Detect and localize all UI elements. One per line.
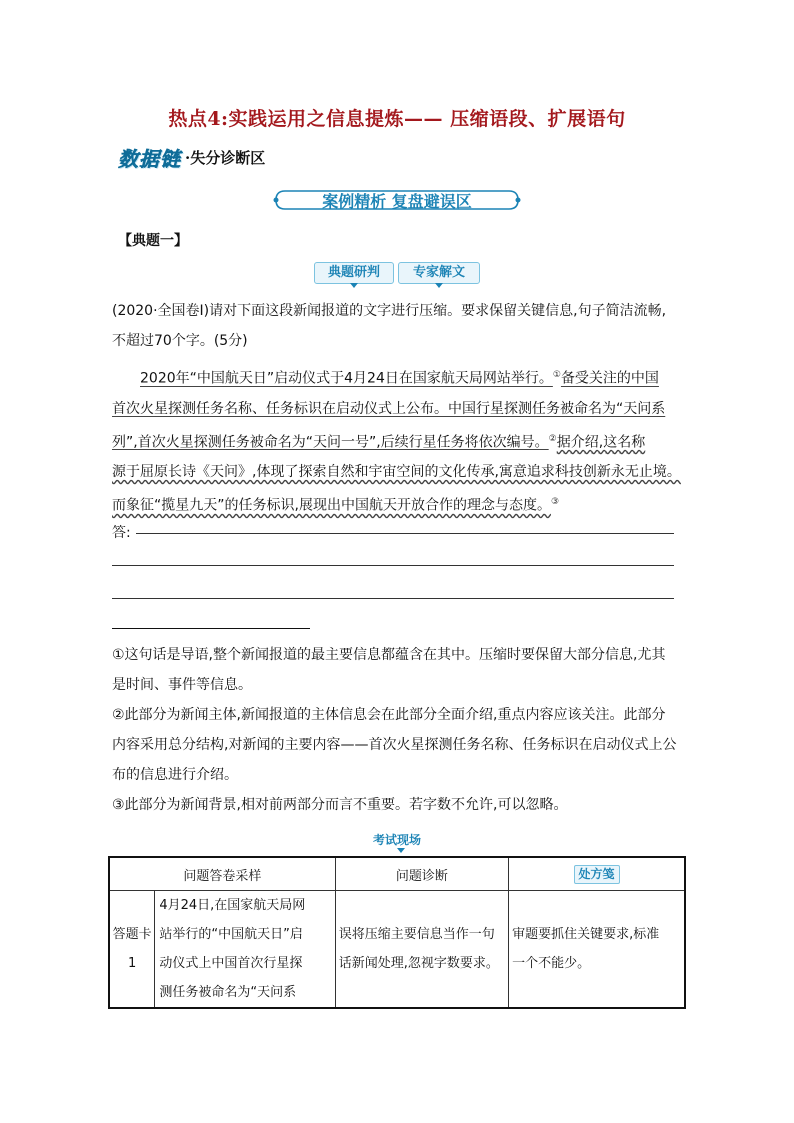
prompt-line: (2020·全国卷Ⅰ)请对下面这段新闻报道的文字进行压缩。要求保留关键信息,句子简洁流畅,	[112, 303, 667, 319]
row-label-number: 1	[128, 956, 137, 971]
header-prescription	[509, 857, 685, 891]
section-brand	[118, 142, 265, 172]
brand-logo: 数据链	[118, 146, 181, 171]
news-passage	[112, 360, 684, 521]
note-line: ③此部分为新闻背景,相对前两部分而言不重要。若字数不允许,可以忽略。	[112, 797, 568, 813]
tag-typical-analysis	[314, 262, 394, 284]
brand-subtitle: ·失分诊断区	[185, 148, 266, 167]
diagnosis-line: 误将压缩主要信息当作一句	[338, 927, 495, 942]
sample-line: 测任务被命名为“天问系	[159, 985, 297, 1000]
answer-line[interactable]	[112, 598, 674, 599]
answer-line[interactable]	[112, 565, 674, 566]
question-prompt	[112, 296, 684, 356]
row-label	[109, 891, 155, 1009]
lead-sentence: 2020年“中国航天日”启动仪式于4月24日在国家航天局网站举行。	[140, 370, 553, 387]
note-line: 是时间、事件等信息。	[112, 677, 252, 693]
example-label: 【典题一】	[118, 233, 188, 249]
answer-label: 答:	[112, 525, 131, 541]
tag-label: 专家解文	[412, 265, 465, 280]
exam-scene-label: 考试现场	[372, 833, 421, 847]
chevron-down-icon	[350, 283, 358, 288]
prescription-line: 审题要抓住关键要求,标准	[512, 927, 660, 942]
body-text: 备受关注的中国	[560, 370, 659, 387]
sample-cell	[155, 891, 335, 1009]
diagnosis-cell	[335, 891, 508, 1009]
passage-line-1	[112, 360, 684, 394]
note-line: 布的信息进行介绍。	[112, 767, 238, 783]
sample-line: 动仪式上中国首次行星探	[159, 956, 303, 971]
body-text: 列”,首次火星探测任务被命名为“天问一号”,后续行星任务将依次编号。	[112, 434, 549, 451]
diagnosis-table	[108, 856, 686, 1009]
header-diagnosis: 问题诊断	[335, 857, 508, 891]
passage-line-2: 首次火星探测任务名称、任务标识在启动仪式上公布。中国行星探测任务被命名为“天问系	[112, 400, 666, 417]
table-row	[109, 891, 685, 1009]
notes-block	[112, 640, 684, 820]
table-header-row	[109, 857, 685, 891]
passage-line-4: 源于屈原长诗《天问》,体现了探索自然和宇宙空间的文化传承,寓意追求科技创新永无止境。	[112, 464, 681, 481]
tag-expert-reading	[398, 262, 480, 284]
page-title: 热点4:实践运用之信息提炼—— 压缩语段、扩展语句	[168, 108, 626, 130]
note-line: ②此部分为新闻主体,新闻报道的主体信息会在此部分全面介绍,重点内容应该关注。此部分	[112, 707, 666, 723]
footnote-divider	[112, 628, 310, 629]
background-text: 据介绍,这名称	[556, 434, 646, 451]
sample-line: 站举行的“中国航天日”启	[159, 927, 303, 942]
answer-line[interactable]	[136, 533, 674, 534]
prescription-tag: 处方笺	[574, 865, 620, 884]
prescription-cell	[509, 891, 685, 1009]
tag-label: 典题研判	[327, 265, 380, 280]
chevron-down-icon	[397, 848, 405, 853]
banner-text: 案例精析 复盘避误区	[322, 192, 472, 211]
diagnosis-line: 话新闻处理,忽视字数要求。	[338, 956, 499, 971]
note-line: ①这句话是导语,整个新闻报道的最主要信息都蕴含在其中。压缩时要保留大部分信息,尤其	[112, 647, 666, 663]
prompt-line: 不超过70个字。(5分)	[112, 333, 248, 349]
background-text: 而象征“揽星九天”的任务标识,展现出中国航天开放合作的理念与态度。	[112, 497, 551, 514]
row-label-text: 答题卡	[112, 927, 152, 942]
passage-line-5	[112, 487, 684, 521]
section-banner	[270, 188, 524, 212]
marker-3: ③	[550, 497, 560, 508]
prescription-line: 一个不能少。	[512, 956, 591, 971]
marker-2: ②	[548, 433, 557, 444]
sample-line: 4月24日,在国家航天局网	[159, 898, 306, 913]
header-sample: 问题答卷采样	[109, 857, 335, 891]
passage-line-3	[112, 424, 684, 458]
chevron-down-icon	[435, 283, 443, 288]
marker-1: ①	[552, 370, 561, 380]
note-line: 内容采用总分结构,对新闻的主要内容——首次火星探测任务名称、任务标识在启动仪式上公	[112, 737, 677, 753]
